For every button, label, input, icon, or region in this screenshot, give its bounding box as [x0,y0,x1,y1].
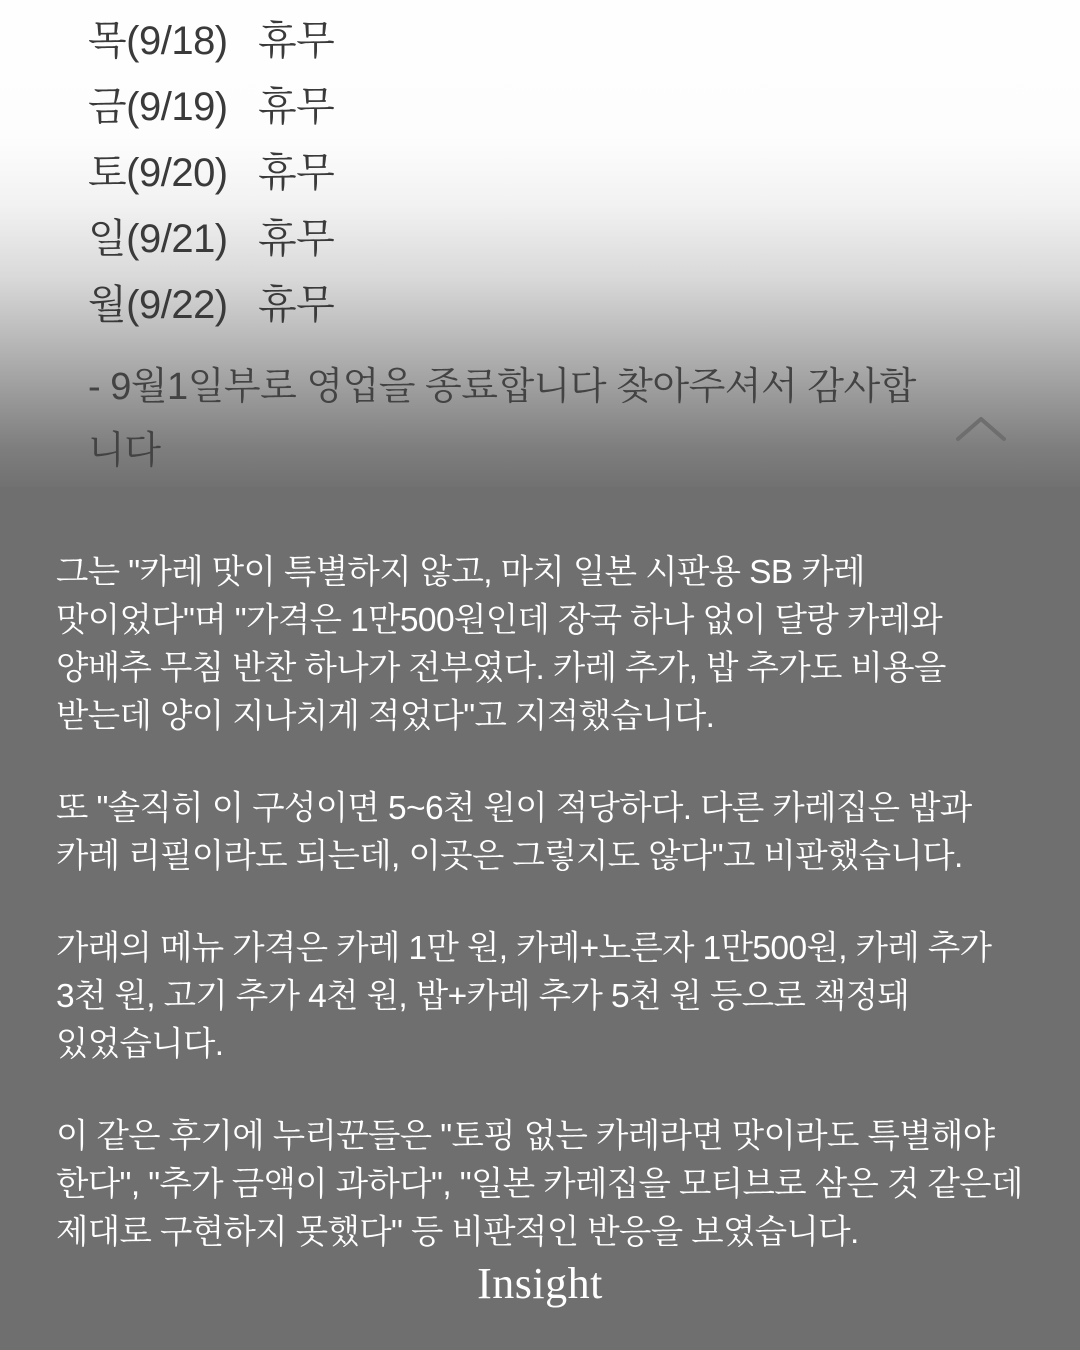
chevron-up-icon[interactable] [954,412,1008,446]
hours-status: 휴무 [258,283,335,327]
hours-day: 토(9/20) [88,151,228,195]
embedded-screenshot [0,0,1080,487]
brand-logo: Insight [477,1259,603,1308]
article-paragraph: 가래의 메뉴 가격은 카레 1만 원, 카레+노른자 1만500원, 카레 추가 3천 원, 고기 추가 4천 원, 밥+카레 추가 5천 원 등으로 책정돼 있었습니다. [56,930,992,1063]
article-paragraph: 또 "솔직히 이 구성이면 5~6천 원이 적당하다. 다른 카레집은 밥과 카레 리필이라도 되는데, 이곳은 그렇지도 않다"고 비판했습니다. [56,790,972,875]
footer [0,1258,1080,1309]
hours-status: 휴무 [258,217,335,261]
article-paragraph: 이 같은 후기에 누리꾼들은 "토핑 없는 카레라면 맛이라도 특별해야 한다", "추가 금액이 과하다", "일본 카레집을 모티브로 삼은 것 같은데 제대로 구현하지 못했다" 등 비판적인 반응을 보였습니다. [56,1118,1023,1251]
hours-status: 휴무 [258,151,335,195]
business-hours-row [88,74,988,140]
business-hours-row [88,140,988,206]
hours-status: 휴무 [258,19,335,63]
article-body [0,487,1080,1257]
hours-day: 일(9/21) [88,217,228,261]
hours-day: 목(9/18) [88,19,228,63]
hours-day: 금(9/19) [88,85,228,129]
business-hours-list [88,8,988,338]
business-hours-row [88,272,988,338]
business-hours-row [88,8,988,74]
article-paragraph: 그는 "카레 맛이 특별하지 않고, 마치 일본 시판용 SB 카레 맛이었다"며 "가격은 1만500원인데 장국 하나 없이 달랑 카레와 양배추 무침 반찬 하나가 전부였다. 카레 추가, 밥 추가도 비용을 받는데 양이 지나치게 적었다"고 지적했습니다. [56,554,946,735]
hours-status: 휴무 [258,85,335,129]
business-hours-row [88,206,988,272]
closing-notice: - 9월1일부로 영업을 종료합니다 찾아주셔서 감사합니다 [88,366,916,472]
hours-day: 월(9/22) [88,283,228,327]
